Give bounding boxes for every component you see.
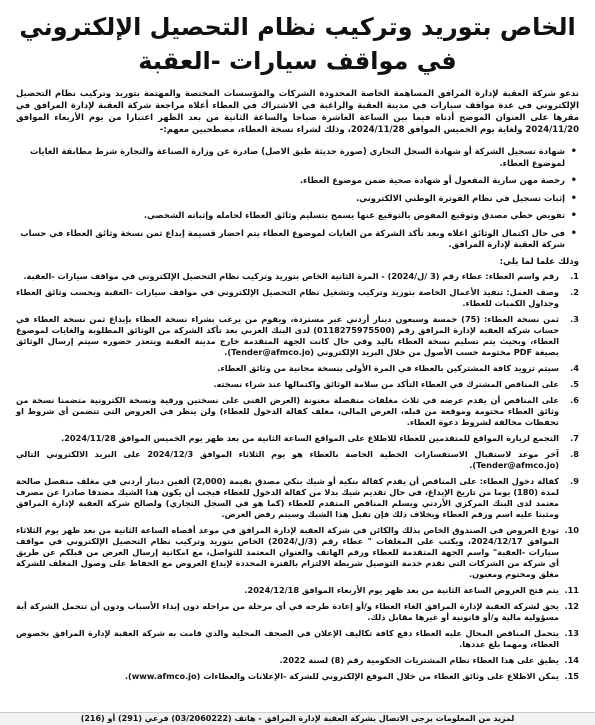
term-text: يمكن الاطلاع على وثائق العطاء من خلال الموقع الإلكتروني للشركة -الإعلانات والعطاءات (www.afmco.jo).	[124, 670, 559, 681]
term-text: التجمع لزيارة المواقع للمتقدمين للعطاء للاطلاع على المواقع الساعة الثانية من بعد ظهر يوم الخميس الموافق 2024/11/28.	[61, 432, 559, 443]
term-item	[16, 287, 579, 309]
term-number: 1.	[570, 270, 579, 281]
term-number: 12.	[564, 600, 579, 611]
requirement-text: رخصة مهن سارية المفعول أو شهادة صحية ضمن موضوع العطاء.	[299, 175, 565, 185]
title-line-2: في مواقف سيارات -العقبة	[138, 47, 457, 75]
term-number: 4.	[570, 362, 579, 373]
term-item	[16, 449, 579, 471]
notice-heading: وذلك علما لما يلي:	[499, 256, 579, 267]
term-number: 8.	[570, 448, 579, 459]
term-item	[16, 671, 579, 682]
requirement-text: تفويض خطي مصدق وتوقيع المفوض بالتوقيع عنها يسمح بتسليم وثائق العطاء لحامله وإثباته الشخصي.	[143, 210, 565, 220]
term-number: 7.	[570, 432, 579, 443]
term-number: 13.	[564, 627, 579, 638]
bullet-icon: •	[570, 192, 577, 204]
term-text: كفالة دخول العطاء: على المناقص أن يقدم كفالة بنكية أو شيك بنكي مصدق بقيمة (2,000) ألفين دينار أردني في مغلف منفصل صالحة لمدة (180) يوما من تاريخ الإيداع، في حال تقديم شيك بدلا من كفالة الدخول للعطاء فيجب أن يكون هذا الشيك مصدقا صادرا عن مصرف معتمد لدى البنك المركزي الأردني ويسلم المناقص المتقدم للعطاء (كما هو في السجل التجاري) ولصالح شركة العقبة لإدارة المرافق ومثبتا عليه اسم ورقم العطاء وبخلاف ذلك فإن تقبل هذا الشيك وسيتم رفض العرض.	[16, 475, 559, 519]
bullet-icon: •	[570, 146, 577, 157]
term-text: تودع العروض في الصندوق الخاص بذلك والكائن في شركة العقبة لإدارة المرافق في موعد أقصاه الساعة الثانية من بعد ظهر يوم الثلاثاء الموافق 2024/12/17، ويكتب على المغلفات " عطاء رقم (3/ل/2024) الخاص بتوريد وتركيب نظام التحصيل الإلكتروني في مواقف سيارات -العقبة" واسم الجهة المتقدمة للعطاء ورقم الهاتف والعنوان المعتمد للتواصل، مع امكانية إرسال العرض من قبلكم عن طريق أي شركة من الشركات التي تقدم خدمة التوصيل شريطة الالتزام بالفترة المحددة لإيداع العروض مع الحفاظ على وصول المغلف للشركة مغلق ومختوم ومعنون.	[16, 524, 559, 579]
term-item	[16, 314, 579, 358]
term-number: 10.	[564, 524, 579, 535]
term-item	[16, 601, 579, 623]
term-text: يحق لشركة العقبة لإدارة المرافق الغاء العطاء و/أو إعادة طرحه في أي مرحلة من مراحله دون إبداء الأسباب ودون أن تتحمل الشركة أية مسؤولية مالية و/أو قانونية أو غيرها مقابل ذلك.	[16, 600, 559, 622]
term-number: 2.	[570, 286, 579, 297]
term-number: 6.	[570, 394, 579, 405]
requirement-item	[16, 175, 579, 187]
bullet-icon: •	[570, 210, 577, 221]
requirement-item	[16, 228, 579, 251]
requirement-item	[16, 193, 579, 205]
term-item	[16, 363, 579, 374]
term-number: 9.	[570, 475, 579, 486]
term-item	[16, 476, 579, 520]
footer-contact-bar: لمزيد من المعلومات يرجى الاتصال بشركة العقبة لإدارة المرافق - هاتف (03/2060222) فرعي (291) أو (216)	[0, 712, 595, 725]
requirements-list	[16, 146, 579, 251]
term-text: ثمن نسخة العطاء: (75) خمسة وسبعون دينار أردني غير مستردة، ويقوم من يرغب بشراء نسخة العطاء بإيداع ثمن نسخة العطاء في حساب شركة العقبة لإدارة المرافق رقم (0118275975500) لدى البنك العربي بعد تأكد الشركة من الوثائق المطلوبة والغايات لموضوع العطاء، وبحيث يتم تسليم نسخة العطاء باليد وفي حال كانت الجهة المتقدمة خارج مدينة العقبة ويتعذر حضوره سيتم إرسال الوثائق بصيغة PDF مختومة حسب الأصول من خلال البريد الإلكتروني (Tender@afmco.jo).	[16, 313, 560, 357]
term-number: 15.	[564, 670, 579, 681]
terms-list	[16, 271, 579, 682]
term-item	[16, 628, 579, 650]
term-number: 3.	[570, 313, 579, 324]
term-number: 5.	[570, 378, 579, 389]
term-text: على المناقص أن يقدم عرضه في ثلاث مغلفات منفصلة معنونة (العرض الفني على نسختين ورقية ونسخة الكترونية متضمنا نسخة من وثائق العطاء مختومة وموقعة من قبله، العرض المالي، مغلف كفالة الدخول للعطاء) ولن ينظر في العروض التي تتضمن أي شروط او تحفظات مخالفة لشروط دعوة العطاء.	[16, 394, 559, 427]
requirement-item	[16, 146, 579, 169]
term-text: يتم فتح العروض الساعة الثانية من بعد ظهر يوم الأربعاء الموافق 2024/12/18.	[244, 584, 559, 595]
term-text: وصف العمل: تنفيذ الأعمال الخاصة بتوريد وتركيب وتشغيل نظام التحصيل الإلكتروني في مواقف سيارات -العقبة وبحسب وثائق العطاء وجداول الكميات للعطاء.	[16, 286, 559, 308]
bullet-icon: •	[570, 175, 577, 186]
term-item	[16, 379, 579, 390]
intro-paragraph: تدعو شركة العقبة لإدارة المرافق المساهمة الخاصة المحدودة الشركات والمؤسسات المختصة والمهتمة بتوريد وتركيب نظام التحصيل الإلكتروني في عدة مواقف سيارات في مدينة العقبة والراغبة في الاشتراك في العطاء أعلاه مراجعة شركة العقبة لإدارة المرافق في مقرها على العنوان الموضح أدناه فيما بين الساعة العاشرة صباحا والساعة الثانية من بعد الظهر اعتبارا من يوم الأربعاء الموافق 2024/11/20 ولغاية يوم الخميس الموافق 2024/11/28، وذلك لشراء نسخة العطاء، مصطحبين معهم:-	[16, 89, 579, 135]
term-item	[16, 525, 579, 580]
term-item	[16, 395, 579, 428]
term-text: آخر موعد لاستقبال الاستفسارات الخطية الخاصة بالعطاء هو يوم الثلاثاء الموافق 2024/12/3 على البريد الالكتروني التالي (Tender@afmco.jo).	[16, 448, 559, 470]
requirement-item	[16, 210, 579, 222]
term-text: يتحمل المناقص المحال عليه العطاء دفع كافة تكاليف الإعلان في الصحف المحلية والذي قامت به شركة العقبة لإدارة المرافق بخصوص العطاء، ومهما بلغ عددها.	[16, 627, 559, 649]
term-number: 14.	[564, 654, 579, 665]
term-item	[16, 585, 579, 596]
bullet-icon: •	[570, 227, 577, 239]
requirement-text: إثبات تسجيل في نظام الفوترة الوطني الالكتروني.	[355, 192, 565, 203]
term-item	[16, 433, 579, 444]
requirement-text: شهادة تسجيل الشركة أو شهادة السجل التجاري (صورة حديثة طبق الاصل) صادرة عن وزارة الصناعة والتجارة شرط مطابقة الغايات لموضوع العطاء.	[29, 146, 565, 168]
term-text: على المناقص المشترك في العطاء التأكد من سلامة الوثائق واكتمالها عند شراء نسخته.	[213, 378, 559, 389]
requirement-text: في حال اكتمال الوثائق اعلاه وبعد تأكد الشركة من الغايات لموضوع العطاء يتم احضار قسيمة إيداع ثمن نسخة وثائق العطاء في حساب شركة العقبة لإدارة المرافق.	[20, 227, 565, 249]
term-text: رقم واسم العطاء: عطاء رقم (3 /ل/2024) - المرة الثانية الخاص بتوريد وتركيب نظام التحصيل الإلكتروني في مواقف سيارات -العقبة.	[23, 270, 559, 281]
term-text: سيتم تزويد كافة المشتركين بالعطاء في المرة الأولى بنسخة مجانية من وثائق العطاء.	[217, 362, 559, 373]
term-item	[16, 271, 579, 282]
term-number: 11.	[564, 584, 579, 595]
title-line-1: الخاص بتوريد وتركيب نظام التحصيل الإلكتروني	[19, 13, 576, 41]
term-item	[16, 655, 579, 666]
term-text: يطبق على هذا العطاء نظام المشتريات الحكومية رقم (8) لسنة 2022.	[279, 654, 559, 665]
